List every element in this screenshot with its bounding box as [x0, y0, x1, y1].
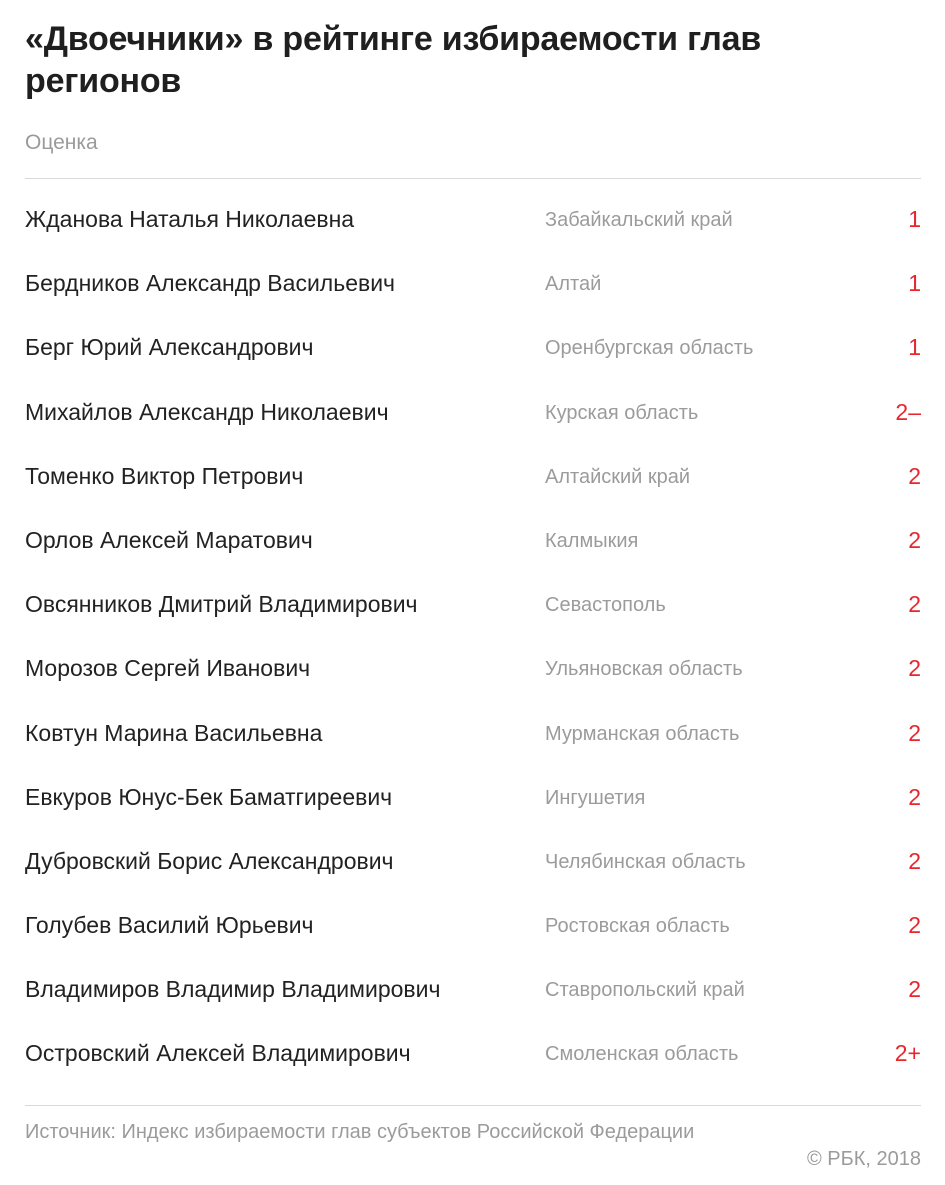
governor-name: Островский Алексей Владимирович — [25, 1040, 411, 1067]
rating-table — [25, 189, 921, 1088]
table-row — [25, 703, 921, 767]
table-row — [25, 253, 921, 317]
region-name: Севастополь — [545, 594, 666, 617]
governor-name: Дубровский Борис Александрович — [25, 847, 394, 874]
grade-value: 2+ — [894, 1040, 921, 1067]
grade-value: 2– — [895, 398, 921, 425]
table-row — [25, 189, 921, 253]
grade-value: 2 — [908, 976, 921, 1003]
governor-name: Морозов Сергей Иванович — [25, 655, 311, 682]
region-name: Челябинская область — [545, 850, 746, 873]
governor-name: Владимиров Владимир Владимирович — [25, 976, 441, 1003]
governor-name: Ковтун Марина Васильевна — [25, 719, 323, 746]
grade-value: 2 — [908, 462, 921, 489]
region-name: Ульяновская область — [545, 658, 743, 681]
chart-container — [25, 18, 921, 1088]
table-row — [25, 317, 921, 381]
region-name: Ростовская область — [545, 915, 730, 938]
governor-name: Овсянников Дмитрий Владимирович — [25, 591, 418, 618]
grade-value: 2 — [908, 526, 921, 553]
region-name: Калмыкия — [545, 529, 639, 552]
top-divider — [25, 178, 921, 179]
grade-value: 2 — [908, 719, 921, 746]
table-row — [25, 446, 921, 510]
governor-name: Томенко Виктор Петрович — [25, 462, 304, 489]
grade-value: 1 — [908, 206, 921, 232]
table-row — [25, 1023, 921, 1087]
governor-name: Жданова Наталья Николаевна — [25, 206, 355, 232]
copyright: © РБК, 2018 — [806, 1148, 921, 1170]
chart-title: «Двоечники» в рейтинге избираемости глав регионов — [25, 20, 762, 100]
table-row — [25, 895, 921, 959]
region-name: Ставропольский край — [545, 979, 745, 1002]
region-name: Ингушетия — [545, 786, 646, 809]
table-row — [25, 382, 921, 446]
grade-value: 2 — [908, 783, 921, 810]
chart-subtitle: Оценка — [25, 131, 98, 154]
region-name: Мурманская область — [545, 722, 740, 745]
governor-name: Михайлов Александр Николаевич — [25, 398, 389, 425]
grade-value: 2 — [908, 591, 921, 618]
region-name: Оренбургская область — [545, 337, 754, 360]
governor-name: Голубев Василий Юрьевич — [25, 912, 314, 939]
bottom-divider — [25, 1105, 921, 1106]
governor-name: Бердников Александр Васильевич — [25, 270, 396, 297]
governor-name: Берг Юрий Александрович — [25, 334, 314, 361]
grade-value: 2 — [908, 655, 921, 682]
governor-name: Евкуров Юнус-Бек Баматгиреевич — [25, 783, 393, 810]
grade-value: 2 — [908, 912, 921, 939]
source-note: Источник: Индекс избираемости глав субъектов Российской Федерации — [25, 1121, 695, 1143]
grade-value: 1 — [908, 334, 921, 361]
table-row — [25, 959, 921, 1023]
table-row — [25, 638, 921, 702]
region-name: Забайкальский край — [545, 209, 733, 231]
table-row — [25, 574, 921, 638]
table-row — [25, 510, 921, 574]
grade-value: 2 — [908, 847, 921, 874]
governor-name: Орлов Алексей Маратович — [25, 526, 313, 553]
table-row — [25, 831, 921, 895]
grade-value: 1 — [908, 270, 921, 297]
region-name: Курская область — [545, 401, 699, 424]
table-row — [25, 767, 921, 831]
region-name: Алтайский край — [545, 465, 691, 488]
region-name: Смоленская область — [545, 1043, 739, 1066]
region-name: Алтай — [545, 273, 602, 296]
